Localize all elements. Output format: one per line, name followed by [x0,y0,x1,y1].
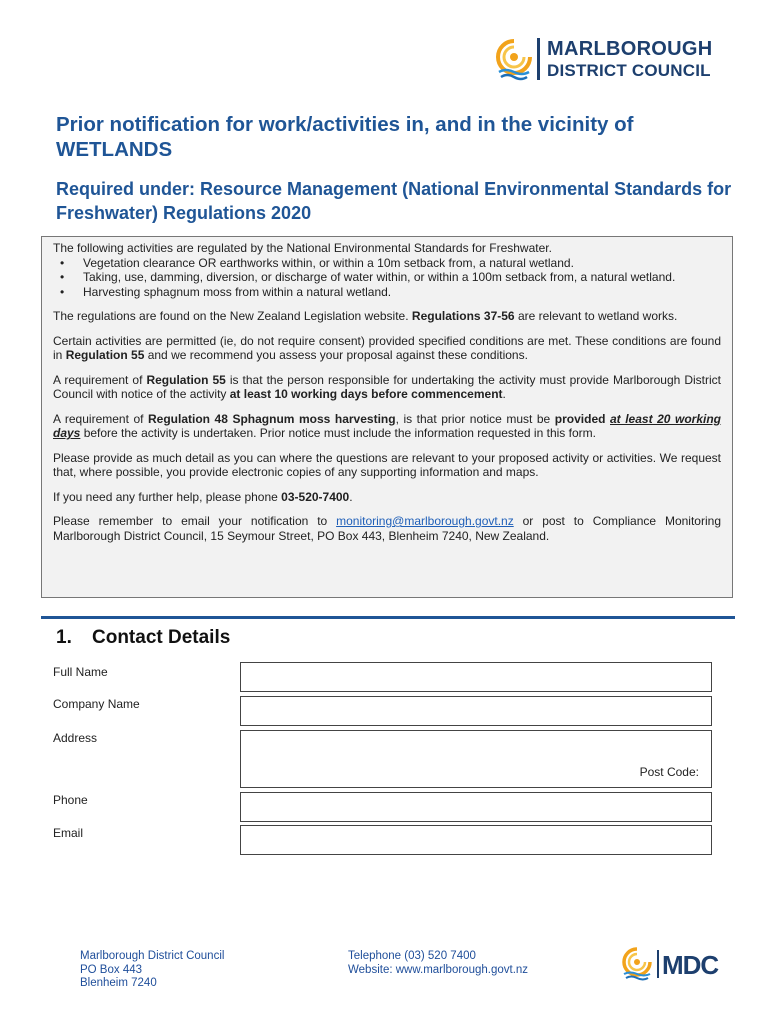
info-paragraph-detail: Please provide as much detail as you can where the questions are relevant to your proposed activity or activities. We request that, where possible, you provide electronic copies of any supporting information and maps. [53,450,721,479]
full-name-label: Full Name [53,665,108,679]
info-paragraph-reg55: A requirement of Regulation 55 is that the person responsible for undertaking the activity must provide Marlborough District Council with notice of the activity at least 10 working days before commencement. [53,372,721,401]
email-label: Email [53,826,84,840]
info-paragraph-help: If you need any further help, please phone 03-520-7400. [53,489,353,504]
section-title: Contact Details [92,627,231,648]
section-number: 1. [56,627,72,648]
mdc-logo-icon [620,946,654,982]
page-title: Prior notification for work/activities in, and in the vicinity of WETLANDS [56,113,634,161]
logo-text-line1: MARLBOROUGH [547,38,713,60]
footer-po-box: PO Box 443 [80,963,143,976]
footer-city: Blenheim 7240 [80,977,157,989]
logo-divider [537,38,540,80]
activity-list [53,256,721,300]
help-phone: 03-520-7400 [281,489,350,504]
logo-text-line2: DISTRICT COUNCIL [547,61,711,80]
footer-org: Marlborough District Council [80,950,225,962]
footer-contact [348,950,528,977]
info-box [41,236,733,598]
info-paragraph-permitted: Certain activities are permitted (ie, do not require consent) provided specified conditions are met. These conditions are found in Regulation 55 and we recommend you assess your proposal against these conditions. [53,333,721,362]
info-paragraph-submit: Please remember to email your notification to monitoring@marlborough.govt.nz or post to Compliance Monitoring Marlborough District Council, 15 Seymour Street, PO Box 443, Blenheim 7240, New Zealand. [53,514,721,543]
list-item: • Vegetation clearance OR earthworks within, or within a 10m setback from, a natural wetland. [53,256,721,271]
post-code-label: Post Code: [639,765,699,779]
footer-address [80,950,224,991]
phone-field[interactable] [240,792,712,822]
footer-website: Website: www.marlborough.govt.nz [348,963,529,976]
mdc-logo-divider [657,950,659,978]
company-name-label: Company Name [53,697,140,711]
info-paragraph-legislation: The regulations are found on the New Zealand Legislation website. Regulations 37-56 are relevant to wetland works. [53,309,678,323]
mdc-logo [620,944,730,984]
list-item: • Taking, use, damming, diversion, or discharge of water within, or within a 100m setback from, a natural wetland. [53,270,721,285]
info-paragraph-reg48: A requirement of Regulation 48 Sphagnum moss harvesting, is that prior notice must be provided at least 20 working days before the activity is undertaken. Prior notice must include the information requested in this form. [53,411,722,440]
council-logo [495,34,720,89]
address-label: Address [53,731,98,745]
phone-label: Phone [53,793,88,807]
mdc-logo-text: MDC [662,950,719,980]
section-heading [56,627,230,649]
address-field[interactable] [240,730,712,788]
email-link[interactable]: monitoring@marlborough.govt.nz [336,514,514,528]
email-field[interactable] [240,825,712,855]
list-item: • Harvesting sphagnum moss from within a natural wetland. [53,285,721,300]
info-intro: The following activities are regulated by the National Environmental Standards for Freshwater. [53,241,552,255]
marlborough-logo-icon [495,38,533,82]
page-subtitle: Required under: Resource Management (National Environmental Standards for Freshwater) Regulations 2020 [56,179,732,223]
section-divider [41,616,735,619]
full-name-field[interactable] [240,662,712,692]
footer-telephone: Telephone (03) 520 7400 [348,950,476,962]
company-name-field[interactable] [240,696,712,726]
